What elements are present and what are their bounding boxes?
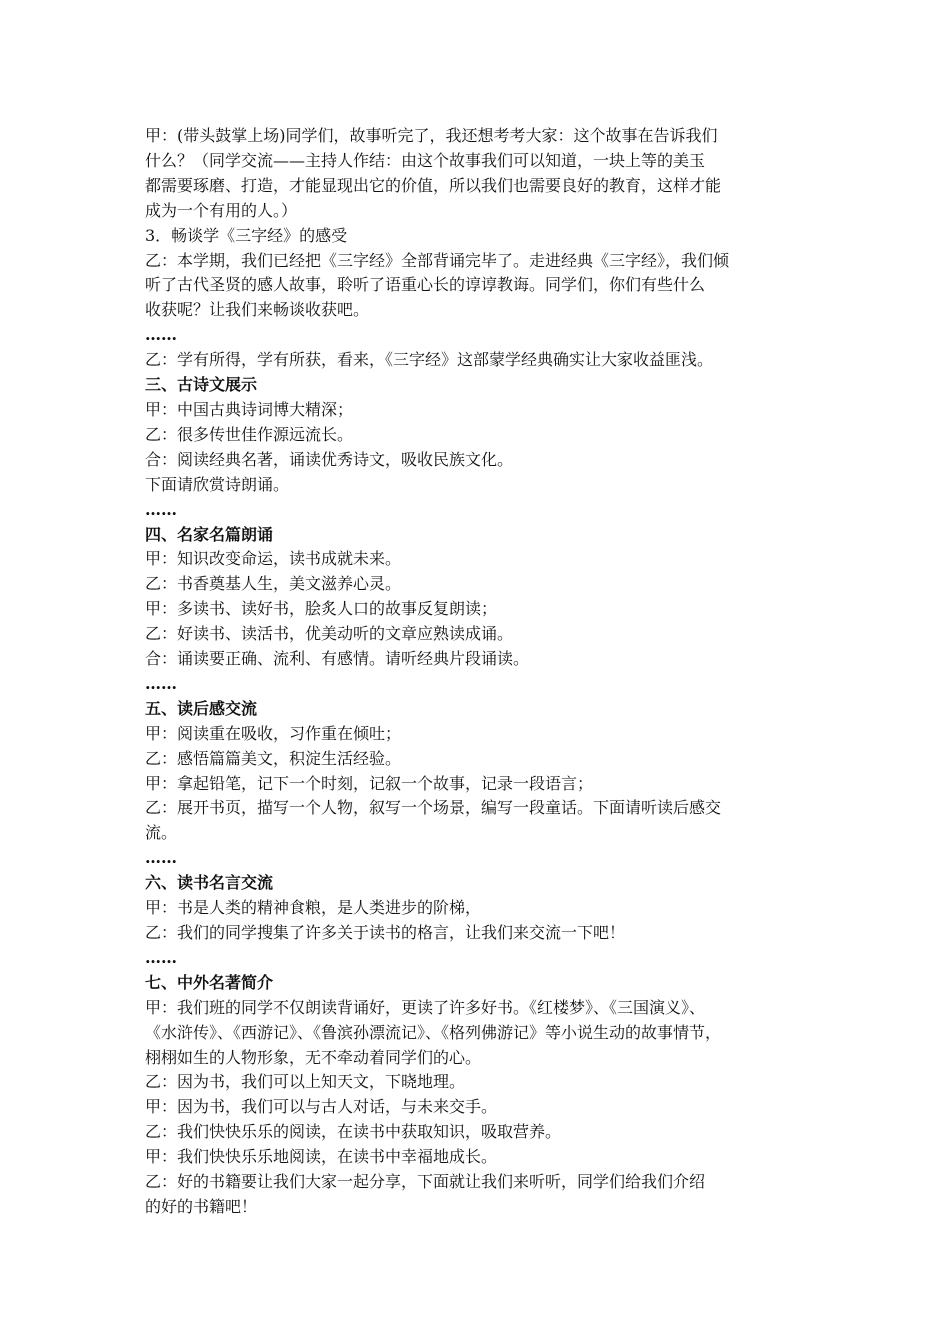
text-line: 收获呢？让我们来畅谈收获吧。	[145, 300, 370, 320]
text-line: 的好的书籍吧！	[145, 1196, 258, 1216]
text-line: 乙：很多传世佳作源远流长。	[145, 424, 354, 444]
text-line: 甲：书是人类的精神食粮，是人类进步的阶梯，	[145, 898, 482, 918]
text-line: 都需要琢磨、打造，才能显现出它的价值，所以我们也需要良好的教育，这样才能	[145, 175, 722, 195]
ellipsis-line: ……	[145, 848, 177, 868]
text-line: 流。	[145, 823, 178, 843]
ellipsis-line: ……	[145, 499, 177, 519]
document-page	[145, 124, 810, 1220]
text-line: 甲：因为书，我们可以与古人对话，与未来交手。	[145, 1097, 498, 1117]
text-line: 合：阅读经典名著，诵读优秀诗文，吸收民族文化。	[145, 449, 514, 469]
text-line: 听了古代圣贤的感人故事，聆听了语重心长的谆谆教诲。同学们，你们有些什么	[145, 275, 706, 295]
section-heading: 六、读书名言交流	[145, 873, 274, 893]
text-line: 甲：阅读重在吸收，习作重在倾吐；	[145, 723, 402, 743]
text-line: 3．畅谈学《三字经》的感受	[145, 225, 348, 245]
text-line: 《水浒传》、《西游记》、《鲁滨孙漂流记》、《格列佛游记》等小说生动的故事情节，	[145, 1022, 722, 1042]
text-line: 甲：拿起铅笔，记下一个时刻，记叙一个故事，记录一段语言；	[145, 773, 594, 793]
text-line: 栩栩如生的人物形象，无不牵动着同学们的心。	[145, 1047, 482, 1067]
ellipsis-line: ……	[145, 325, 177, 345]
text-line: 乙：好读书、读活书，优美动听的文章应熟读成诵。	[145, 624, 514, 644]
text-line: 成为一个有用的人。）	[145, 200, 298, 220]
section-heading: 三、古诗文展示	[145, 375, 258, 395]
section-heading: 七、中外名著简介	[145, 972, 274, 992]
text-line: 下面请欣赏诗朗诵。	[145, 474, 290, 494]
text-line: 合：诵读要正确、流利、有感情。请听经典片段诵读。	[145, 649, 530, 669]
text-line: 乙：我们快快乐乐的阅读，在读书中获取知识，吸取营养。	[145, 1122, 562, 1142]
text-line: 乙：展开书页，描写一个人物，叙写一个场景，编写一段童话。下面请听读后感交	[145, 798, 722, 818]
text-line: 甲：多读书、读好书，脍炙人口的故事反复朗读；	[145, 599, 498, 619]
text-line: 乙：因为书，我们可以上知天文，下晓地理。	[145, 1072, 466, 1092]
section-heading: 四、名家名篇朗诵	[145, 524, 274, 544]
text-line: 什么？（同学交流——主持人作结：由这个故事我们可以知道，一块上等的美玉	[145, 150, 706, 170]
text-line: 乙：书香奠基人生，美文滋养心灵。	[145, 574, 402, 594]
text-line: 乙：我们的同学搜集了许多关于读书的格言，让我们来交流一下吧！	[145, 923, 626, 942]
section-heading: 五、读后感交流	[145, 698, 258, 718]
text-line: 甲：我们班的同学不仅朗读背诵好，更读了许多好书。《红楼梦》、《三国演义》、	[145, 997, 706, 1017]
text-line: 甲：中国古典诗词博大精深；	[145, 399, 354, 419]
text-line: 甲：(带头鼓掌上场)同学们，故事听完了，我还想考考大家：这个故事在告诉我们	[145, 126, 718, 145]
ellipsis-line: ……	[145, 947, 177, 967]
text-line: 甲：我们快快乐乐地阅读，在读书中幸福地成长。	[145, 1147, 498, 1167]
text-line: 乙：本学期，我们已经把《三字经》全部背诵完毕了。走进经典《三字经》，我们倾	[145, 250, 730, 270]
ellipsis-line: ……	[145, 673, 177, 693]
text-line: 甲：知识改变命运，读书成就未来。	[145, 549, 402, 569]
text-line: 乙：学有所得，学有所获，看来，《三字经》这部蒙学经典确实让大家收益匪浅。	[145, 350, 714, 370]
text-line: 乙：好的书籍要让我们大家一起分享，下面就让我们来听听，同学们给我们介绍	[145, 1172, 706, 1192]
text-line: 乙：感悟篇篇美文，积淀生活经验。	[145, 748, 402, 768]
